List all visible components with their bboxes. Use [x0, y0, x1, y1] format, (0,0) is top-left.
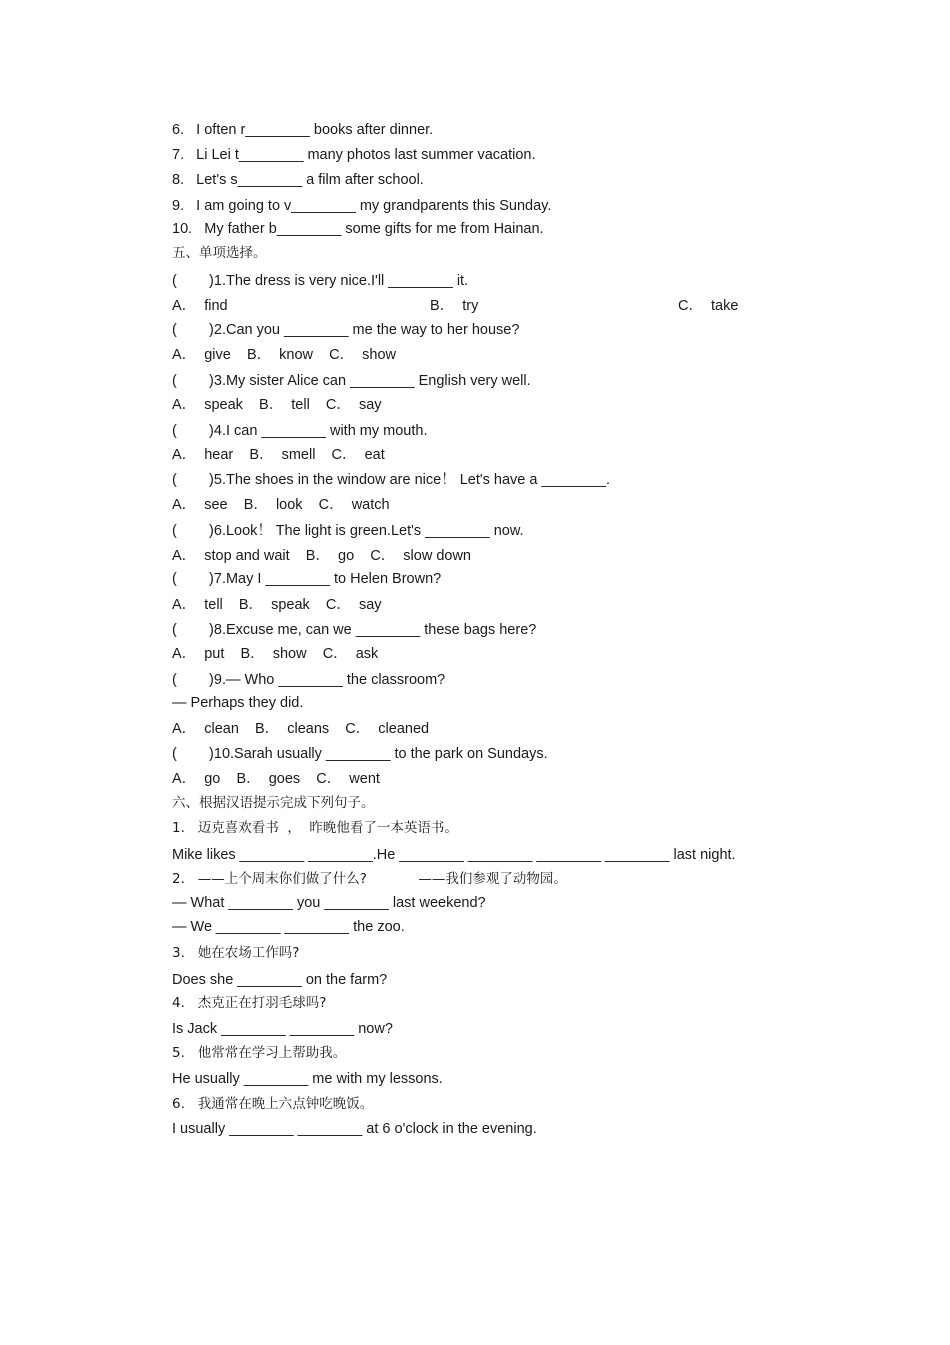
question-8-options: A． put B． show C． ask	[172, 646, 379, 662]
q1-option-b: B． try	[430, 298, 479, 314]
question-4-options: A． hear B． smell C． eat	[172, 447, 385, 463]
s6-prompt-2-english-b: — We ________ ________ the zoo.	[172, 919, 405, 935]
question-2-options: A． give B． know C． show	[172, 347, 397, 363]
question-3: ( )3.My sister Alice can ________ English very well.	[172, 373, 531, 389]
question-5: ( )5.The shoes in the window are nice！ Let's have a ________.	[172, 472, 611, 488]
question-10: ( )10.Sarah usually ________ to the park on Sundays.	[172, 746, 548, 762]
fill-in-item-9: 9. I am going to v________ my grandparents this Sunday.	[172, 198, 552, 214]
question-6-options: A． stop and wait B． go C． slow down	[172, 548, 471, 564]
q1-option-c: C． take	[678, 298, 739, 314]
s6-prompt-3-chinese: 3. 她在农场工作吗?	[172, 945, 300, 961]
section-5-title: 五、单项选择。	[172, 245, 267, 261]
q1-option-a: A． find	[172, 298, 228, 314]
s6-prompt-2-english-a: — What ________ you ________ last weekend?	[172, 895, 486, 911]
fill-in-item-7: 7. Li Lei t________ many photos last summer vacation.	[172, 147, 536, 163]
s6-prompt-3-english: Does she ________ on the farm?	[172, 972, 388, 988]
s6-prompt-5-chinese: 5. 他常常在学习上帮助我。	[172, 1045, 347, 1061]
s6-prompt-6-chinese: 6. 我通常在晚上六点钟吃晚饭。	[172, 1096, 374, 1112]
s6-prompt-4-chinese: 4. 杰克正在打羽毛球吗?	[172, 995, 327, 1011]
s6-prompt-5-english: He usually ________ me with my lessons.	[172, 1071, 443, 1087]
question-5-options: A． see B． look C． watch	[172, 497, 390, 513]
fill-in-item-8: 8. Let's s________ a film after school.	[172, 172, 424, 188]
question-1: ( )1.The dress is very nice.I'll ________ it.	[172, 273, 469, 289]
question-8: ( )8.Excuse me, can we ________ these bags here?	[172, 622, 537, 638]
s6-prompt-1-english: Mike likes ________ ________.He ________ ________ ________ ________ last night.	[172, 847, 736, 863]
question-9-options: A． clean B． cleans C． cleaned	[172, 721, 430, 737]
question-9-reply: — Perhaps they did.	[172, 695, 304, 711]
fill-in-item-10: 10. My father b________ some gifts for me from Hainan.	[172, 221, 544, 237]
question-9: ( )9.— Who ________ the classroom?	[172, 672, 446, 688]
question-6: ( )6.Look！ The light is green.Let's ________ now.	[172, 523, 524, 539]
question-7: ( )7.May I ________ to Helen Brown?	[172, 571, 442, 587]
s6-prompt-6-english: I usually ________ ________ at 6 o'clock in the evening.	[172, 1121, 537, 1137]
question-4: ( )4.I can ________ with my mouth.	[172, 423, 428, 439]
s6-prompt-4-english: Is Jack ________ ________ now?	[172, 1021, 393, 1037]
question-10-options: A． go B． goes C． went	[172, 771, 380, 787]
question-7-options: A． tell B． speak C． say	[172, 597, 382, 613]
s6-prompt-2-chinese: 2. ——上个周末你们做了什么? ——我们参观了动物园。	[172, 871, 567, 887]
s6-prompt-1-chinese: 1. 迈克喜欢看书 ， 昨晚他看了一本英语书。	[172, 820, 458, 836]
section-6-title: 六、根据汉语提示完成下列句子。	[172, 795, 375, 811]
fill-in-item-6: 6. I often r________ books after dinner.	[172, 122, 434, 138]
question-3-options: A． speak B． tell C． say	[172, 397, 382, 413]
question-2: ( )2.Can you ________ me the way to her house?	[172, 322, 520, 338]
